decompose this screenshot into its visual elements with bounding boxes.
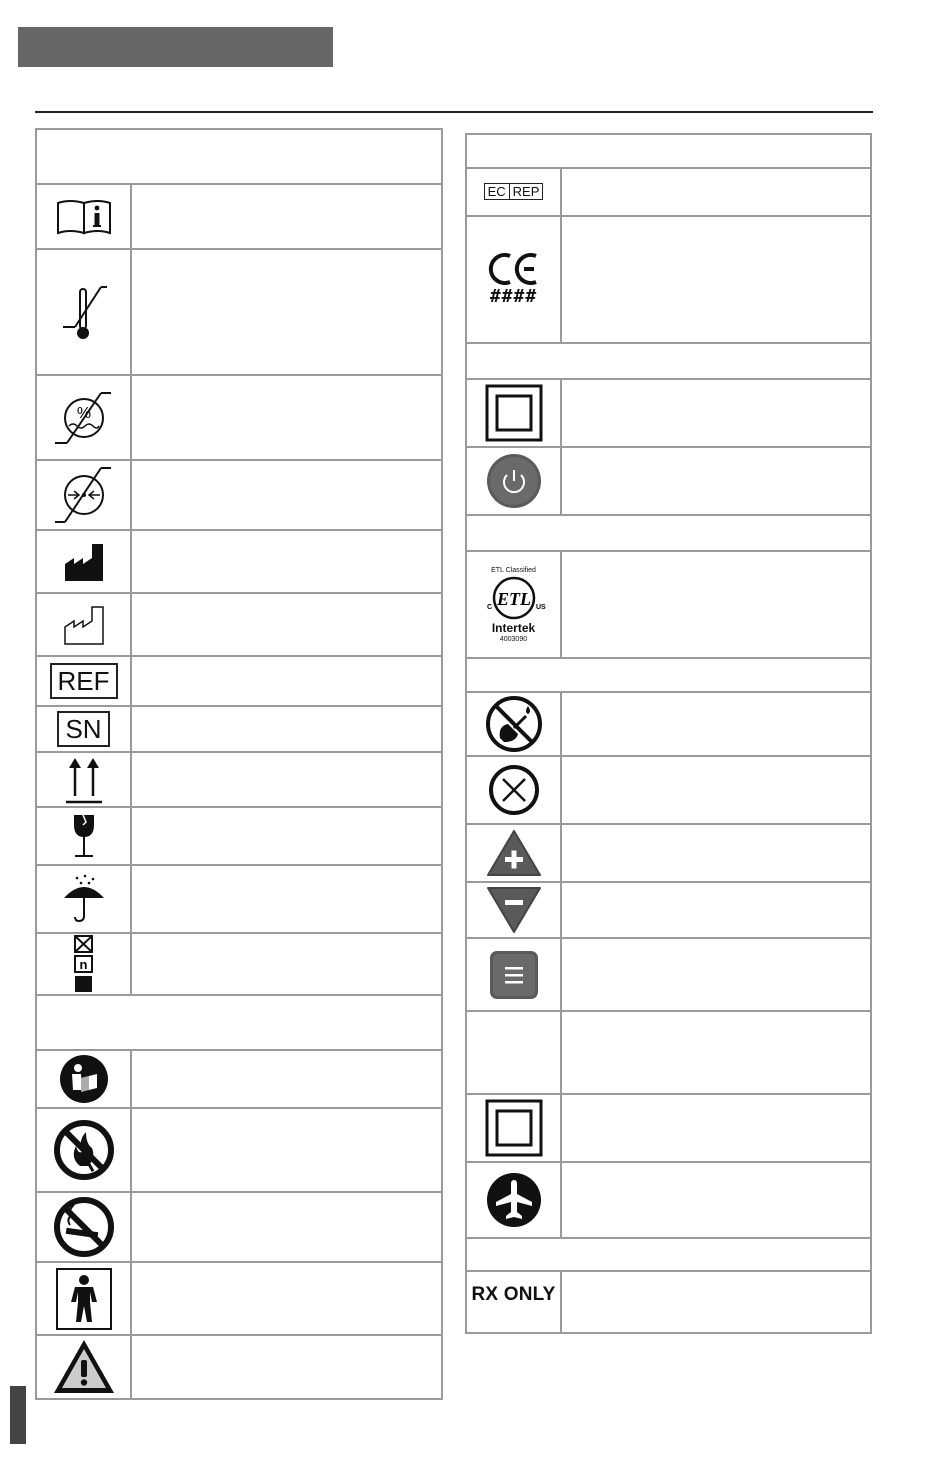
date-of-manufacture-icon [64, 605, 104, 645]
svg-text:%: % [76, 404, 91, 422]
atmospheric-pressure-limit-icon [53, 464, 115, 526]
this-way-up-icon [64, 756, 104, 804]
symbol-row [466, 1094, 871, 1162]
fragile-icon [69, 813, 99, 859]
section-header-bar [18, 27, 333, 67]
ec-rep-icon: EC REP [484, 183, 544, 200]
header-rule [35, 111, 873, 113]
symbol-row [36, 1262, 442, 1335]
airplane-icon [486, 1172, 542, 1228]
section-header-row [466, 1238, 871, 1271]
refer-to-manual-icon [59, 1054, 109, 1104]
symbol-row [36, 1335, 442, 1399]
svg-text:ETL: ETL [496, 588, 531, 609]
symbol-row [466, 379, 871, 447]
symbol-row [36, 249, 442, 375]
symbol-row [466, 882, 871, 938]
symbol-row [466, 447, 871, 515]
symbol-row [466, 551, 871, 658]
menu-button-icon [489, 950, 539, 1000]
symbol-row [36, 706, 442, 752]
symbol-row [36, 807, 442, 865]
symbol-row [466, 1271, 871, 1333]
instructions-info-icon [56, 197, 112, 237]
section-header-row [466, 134, 871, 168]
symbol-row [36, 184, 442, 249]
stacking-limit-icon [73, 935, 95, 993]
symbol-row [36, 1050, 442, 1108]
section-header-row [466, 515, 871, 551]
symbol-row [466, 692, 871, 756]
type-bf-applied-part-icon [56, 1268, 112, 1330]
sn-icon: SN [57, 711, 109, 747]
rx-only-icon: RX ONLY [471, 1284, 556, 1305]
symbol-row [466, 756, 871, 824]
humidity-limit-icon [53, 387, 115, 449]
ce-notified-body-number: #### [489, 286, 538, 307]
symbol-row [466, 168, 871, 216]
etl-classified-icon: ETL Classified ETL C US Intertek 4003090 [486, 566, 546, 643]
plus-button-icon [486, 829, 542, 877]
do-not-use-icon [487, 763, 541, 817]
symbols-table-left [35, 128, 443, 1400]
temperature-limit-icon [59, 279, 109, 345]
keep-dry-icon [61, 874, 107, 924]
svg-text:C: C [486, 603, 492, 611]
section-header-row [36, 129, 442, 184]
symbol-row [466, 1162, 871, 1238]
class-ii-equipment-icon [485, 1099, 543, 1157]
symbol-row [36, 460, 442, 530]
minus-button-icon [486, 886, 542, 934]
symbol-row [466, 938, 871, 1011]
symbol-row [36, 593, 442, 656]
section-header-row [36, 995, 442, 1050]
symbol-row [36, 1192, 442, 1262]
symbol-row [36, 530, 442, 593]
ce-mark-icon [488, 252, 540, 307]
svg-text:US: US [535, 603, 546, 611]
symbol-row [36, 933, 442, 995]
symbol-row [36, 375, 442, 460]
page-side-tab [10, 1386, 26, 1444]
no-open-flame-icon [52, 1118, 116, 1182]
stacking-limit-n: n [79, 957, 87, 972]
symbols-table-right [465, 133, 872, 1334]
symbol-row [36, 1108, 442, 1192]
class-ii-equipment-icon [485, 384, 543, 442]
symbol-row [36, 656, 442, 706]
do-not-wet-icon [484, 694, 544, 754]
symbol-row [466, 216, 871, 343]
ref-icon: REF [50, 663, 118, 699]
symbol-row [466, 824, 871, 882]
symbol-row [36, 752, 442, 807]
section-header-row [466, 343, 871, 379]
power-button-icon [486, 453, 542, 509]
section-header-row [466, 658, 871, 692]
symbol-row [466, 1011, 871, 1094]
symbol-row [36, 865, 442, 933]
no-smoking-icon [52, 1195, 116, 1259]
manufacturer-icon [64, 542, 104, 582]
warning-icon [52, 1338, 116, 1396]
